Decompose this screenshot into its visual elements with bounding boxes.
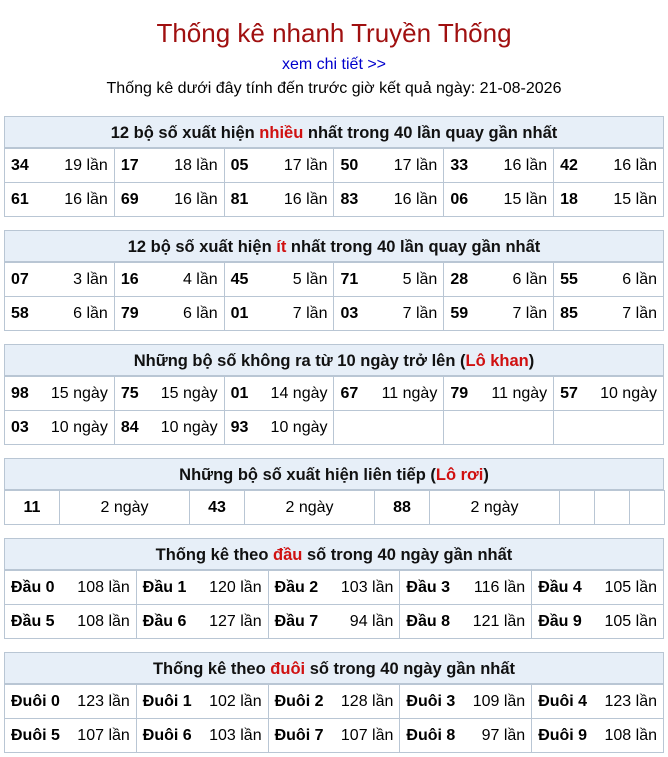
lottery-number: 79 [450,384,469,402]
number-count-cell [114,297,224,331]
duoi-section [4,652,664,753]
number-count-cell [224,377,334,411]
number-count-cell [114,411,224,445]
occurrence-count: 6 lần [512,270,548,288]
lottery-number: 03 [11,418,29,436]
digit-label: Đầu 0 [11,578,55,596]
number-count-cell [114,263,224,297]
occurrence-count: 108 lần [77,612,130,630]
lo-roi-days: 2 ngày [430,491,560,525]
digit-count-cell [532,719,664,753]
lottery-number: 50 [340,156,359,174]
lottery-number: 45 [230,270,249,288]
stats-row [5,149,664,183]
digit-label: Đầu 7 [274,612,319,630]
stats-date-subtitle: Thống kê dưới đây tính đến trước giờ kết quả ngày: 21-08-2026 [106,80,562,97]
number-count-cell [444,377,554,411]
digit-count-cell [136,719,268,753]
digit-label: Đầu 2 [274,578,319,596]
number-count-cell [334,411,444,445]
occurrence-count: 123 lần [77,692,130,710]
number-count-cell [554,377,664,411]
occurrence-count: 11 ngày [491,384,548,402]
digit-count-cell [532,605,664,639]
digit-count-cell [400,719,532,753]
lo-roi-days: 2 ngày [245,491,375,525]
lottery-number: 07 [11,270,29,288]
lottery-number: 61 [11,190,29,208]
occurrence-count: 107 lần [340,726,394,744]
number-count-cell [444,297,554,331]
occurrence-count: 15 ngày [50,384,108,402]
lo-khan-table [4,376,664,445]
empty-cell [560,491,595,525]
lottery-number: 01 [230,304,249,322]
digit-label: Đầu 4 [538,578,582,596]
occurrence-count: 10 ngày [270,418,328,436]
number-count-cell [334,297,444,331]
digit-label: Đầu 3 [406,578,450,596]
digit-label: Đuôi 3 [406,692,456,710]
occurrence-count: 16 lần [393,190,438,208]
dau-section [4,538,664,639]
digit-count-cell [400,685,532,719]
occurrence-count: 5 lần [292,270,328,288]
number-count-cell [554,183,664,217]
lo-khan-heading: Những bộ số không ra từ 10 ngày trở lên (Lô khan) [4,344,664,376]
digit-count-cell [268,685,400,719]
occurrence-count: 17 lần [283,156,328,174]
digit-count-cell [268,605,400,639]
occurrence-count: 7 lần [292,304,328,322]
occurrence-count: 16 lần [613,156,657,174]
occurrence-count: 11 ngày [381,384,438,402]
number-count-cell [444,183,554,217]
occurrence-count: 7 lần [622,304,657,322]
lo-khan-section [4,344,664,445]
digit-label: Đuôi 9 [538,726,588,744]
number-count-cell [5,377,115,411]
number-count-cell [114,377,224,411]
lo-roi-number: 43 [190,491,245,525]
number-count-cell [224,263,334,297]
lottery-number: 17 [120,156,139,174]
stats-row [5,297,664,331]
lottery-number: 28 [450,270,469,288]
lottery-number: 16 [120,270,139,288]
digit-count-cell [532,685,664,719]
duoi-table [4,684,664,753]
digit-label: Đầu 8 [406,612,450,630]
digit-label: Đuôi 0 [11,692,60,710]
digit-count-cell [5,719,137,753]
occurrence-count: 105 lần [604,612,657,630]
number-count-cell [554,297,664,331]
occurrence-count: 10 ngày [160,418,218,436]
lottery-number: 05 [230,156,249,174]
occurrence-count: 18 lần [174,156,218,174]
lottery-number: 81 [230,190,249,208]
number-count-cell [554,411,664,445]
occurrence-count: 15 ngày [160,384,218,402]
digit-count-cell [268,571,400,605]
least-frequent-section [4,230,664,331]
lottery-number: 55 [560,270,578,288]
digit-label: Đuôi 4 [538,692,588,710]
occurrence-count: 6 lần [182,304,218,322]
occurrence-count: 127 lần [209,612,262,630]
occurrence-count: 5 lần [402,270,438,288]
occurrence-count: 108 lần [77,578,130,596]
empty-cell [595,491,630,525]
number-count-cell [5,183,115,217]
lottery-number: 01 [230,384,249,402]
number-count-cell [224,297,334,331]
occurrence-count: 116 lần [473,578,526,596]
stats-row [5,719,664,753]
digit-count-cell [268,719,400,753]
empty-cell [630,491,665,525]
digit-label: Đuôi 1 [142,692,192,710]
lottery-number: 42 [560,156,578,174]
most-frequent-section [4,116,664,217]
digit-label: Đầu 5 [11,612,55,630]
digit-count-cell [5,571,137,605]
number-count-cell [334,377,444,411]
occurrence-count: 103 lần [209,726,262,744]
lottery-number: 93 [230,418,249,436]
number-count-cell [334,149,444,183]
occurrence-count: 128 lần [340,692,394,710]
lo-roi-section [4,458,664,525]
digit-count-cell [532,571,664,605]
occurrence-count: 4 lần [182,270,218,288]
digit-count-cell [136,685,268,719]
least-frequent-table [4,262,664,331]
lottery-number: 75 [120,384,139,402]
lottery-number: 69 [120,190,139,208]
least-frequent-heading: 12 bộ số xuất hiện ít nhất trong 40 lần quay gần nhất [4,230,664,262]
dau-table [4,570,664,639]
lottery-number: 33 [450,156,469,174]
number-count-cell [444,263,554,297]
stats-row [5,411,664,445]
stats-row [5,263,664,297]
number-count-cell [114,183,224,217]
occurrence-count: 123 lần [604,692,657,710]
lottery-number: 06 [450,190,469,208]
occurrence-count: 94 lần [349,612,394,630]
occurrence-count: 107 lần [77,726,130,744]
number-count-cell [224,411,334,445]
lo-roi-number: 88 [375,491,430,525]
occurrence-count: 15 lần [613,190,657,208]
number-count-cell [334,263,444,297]
occurrence-count: 6 lần [73,304,108,322]
stats-row [5,571,664,605]
number-count-cell [5,411,115,445]
number-count-cell [5,149,115,183]
number-count-cell [224,149,334,183]
lottery-number: 59 [450,304,469,322]
occurrence-count: 103 lần [340,578,394,596]
occurrence-count: 108 lần [604,726,657,744]
lottery-number: 98 [11,384,29,402]
digit-count-cell [136,571,268,605]
digit-count-cell [400,605,532,639]
duoi-heading: Thống kê theo đuôi số trong 40 ngày gần nhất [4,652,664,684]
occurrence-count: 121 lần [472,612,526,630]
digit-label: Đuôi 7 [274,726,324,744]
lottery-number: 18 [560,190,578,208]
digit-count-cell [400,571,532,605]
lo-roi-days: 2 ngày [60,491,190,525]
occurrence-count: 3 lần [73,270,108,288]
occurrence-count: 97 lần [481,726,526,744]
number-count-cell [554,149,664,183]
occurrence-count: 109 lần [472,692,526,710]
occurrence-count: 105 lần [604,578,657,596]
occurrence-count: 15 lần [503,190,548,208]
number-count-cell [334,183,444,217]
digit-label: Đuôi 5 [11,726,60,744]
digit-label: Đuôi 8 [406,726,456,744]
most-frequent-table [4,148,664,217]
stats-row [5,605,664,639]
number-count-cell [224,183,334,217]
number-count-cell [554,263,664,297]
occurrence-count: 19 lần [64,156,108,174]
occurrence-count: 17 lần [393,156,438,174]
occurrence-count: 16 lần [64,190,108,208]
digit-label: Đầu 6 [142,612,187,630]
occurrence-count: 7 lần [402,304,438,322]
lo-roi-number: 11 [5,491,60,525]
lottery-number: 85 [560,304,578,322]
lottery-number: 79 [120,304,139,322]
occurrence-count: 16 lần [174,190,218,208]
occurrence-count: 7 lần [512,304,548,322]
stats-row [5,685,664,719]
occurrence-count: 10 ngày [600,384,657,402]
stats-row [5,377,664,411]
view-details-link[interactable]: xem chi tiết >> [281,56,387,73]
lo-roi-row [5,491,665,525]
number-count-cell [444,411,554,445]
lottery-number: 84 [120,418,139,436]
digit-label: Đuôi 2 [274,692,324,710]
lottery-number: 83 [340,190,359,208]
lottery-number: 67 [340,384,359,402]
lottery-number: 71 [340,270,359,288]
digit-count-cell [5,685,137,719]
digit-count-cell [5,605,137,639]
occurrence-count: 120 lần [209,578,262,596]
digit-label: Đuôi 6 [142,726,192,744]
stats-row [5,183,664,217]
lo-roi-heading: Những bộ số xuất hiện liên tiếp (Lô rơi) [4,458,664,490]
digit-count-cell [136,605,268,639]
occurrence-count: 102 lần [209,692,262,710]
lottery-number: 57 [560,384,578,402]
dau-heading: Thống kê theo đầu số trong 40 ngày gần nhất [4,538,664,570]
lottery-number: 03 [340,304,359,322]
lottery-number: 58 [11,304,29,322]
occurrence-count: 16 lần [283,190,328,208]
page-title: Thống kê nhanh Truyền Thống [156,18,512,48]
occurrence-count: 14 ngày [270,384,328,402]
number-count-cell [444,149,554,183]
occurrence-count: 10 ngày [50,418,108,436]
lottery-number: 34 [11,156,29,174]
digit-label: Đầu 9 [538,612,582,630]
occurrence-count: 6 lần [622,270,657,288]
occurrence-count: 16 lần [503,156,548,174]
number-count-cell [5,263,115,297]
digit-label: Đầu 1 [142,578,187,596]
lo-roi-table [4,490,665,525]
number-count-cell [5,297,115,331]
most-frequent-heading: 12 bộ số xuất hiện nhiều nhất trong 40 lần quay gần nhất [4,116,664,148]
number-count-cell [114,149,224,183]
